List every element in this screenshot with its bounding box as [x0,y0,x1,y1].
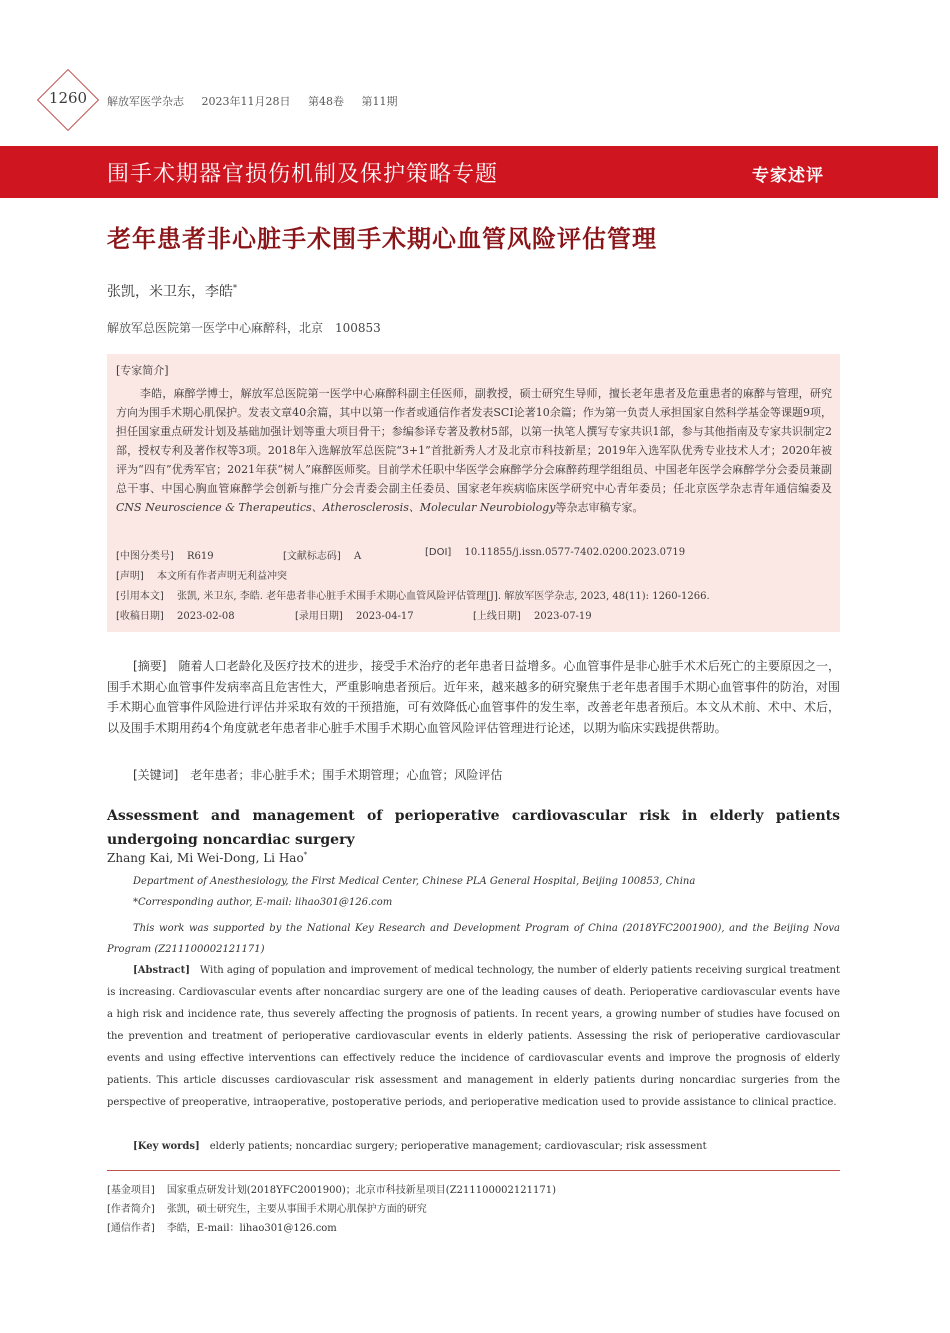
doc-code-row [283,547,361,562]
expert-bio [116,384,832,517]
english-authors [107,851,307,865]
corr-label: [通信作者] [107,1223,155,1234]
topic-title: 围手术期器官损伤机制及保护策略专题 [107,162,499,187]
english-keywords [133,1137,707,1152]
abstract-cn [107,656,840,738]
english-abstract [107,960,840,1114]
english-correspondence: *Corresponding author, E-mail: lihao301@126.com [133,897,393,908]
received-value: 2023-02-08 [177,611,235,622]
citation-value: 张凯, 米卫东, 李皓. 老年患者非心脏手术围手术期心血管风险评估管理[J]. 解放军医学杂志, 2023, 48(11): 1260-1266. [177,591,710,602]
article-title: 老年患者非心脏手术围手术期心血管风险评估管理 [107,225,657,253]
statement-label: [声明] [116,571,144,582]
authors-text: 张凯，米卫东，李皓 [107,284,233,300]
footnote-divider [107,1170,840,1171]
online-label: [上线日期] [473,611,521,622]
english-keywords-label: [Key words] [133,1141,200,1152]
clc-row [116,547,214,562]
doc-code-value: A [354,551,362,562]
doi-value: 10.11855/j.issn.0577-7402.0200.2023.0719 [464,547,686,558]
affiliation: 解放军总医院第一医学中心麻醉科，北京 100853 [107,321,381,335]
statement-value: 本文所有作者声明无利益冲突 [157,571,287,582]
english-affiliation: Department of Anesthesiology, the First Medical Center, Chinese PLA General Hospital, Beijing 100853, China [133,876,696,887]
english-authors-text: Zhang Kai, Mi Wei-Dong, Li Hao [107,851,304,865]
expert-journals: CNS Neuroscience & Therapeutics、Atherosclerosis、Molecular Neurobiology [116,501,556,514]
corr-value: 李皓，E-mail：lihao301@126.com [166,1223,337,1234]
author-list [107,281,237,301]
journal-issue: 第11期 [361,95,398,108]
expert-heading: [专家简介] [116,364,169,377]
statement-row [116,567,287,582]
english-funding: This work was supported by the National Key Research and Development Program of China (2018YFC2001900), and the Beijing Nova Program (Z211100002121171) [107,923,840,955]
expert-bio-text: 李皓，麻醉学博士，解放军总医院第一医学中心麻醉科副主任医师，副教授，硕士研究生导师，擅长老年患者及危重患者的麻醉与管理，研究方向为围手术期心肌保护。发表文章40余篇，其中以第一作者或通信作者发表SCI论著10余篇；作为第一负责人承担国家自然科学基金等课题9项，担任国家重点研发计划及基础加强计划等重大项目骨干；参编参译专著及教材5部，以第一执笔人撰写专家共识1部，参与其他指南及专家共识制定2部，授权专利及著作权等3项。2018年入选解放军总医院“3+1”首批新秀人才及北京市科技新星；2019年入选军队优秀专业技术人才；2020年被评为“四有”优秀军官；2021年获“树人”麻醉医师奖。目前学术任职中华医学会麻醉学分会麻醉药理学组组员、中国老年医学会麻醉学分会委员兼副总干事、中国心胸血管麻醉学会创新与推广分会青委会副主任委员、国家老年疾病临床医学研究中心青年委员；任北京医学杂志青年通信编委及 [116,387,832,495]
online-value: 2023-07-19 [534,611,592,622]
received-row [116,607,235,622]
english-keywords-text: elderly patients; noncardiac surgery; perioperative management; cardiovascular; risk assessment [209,1141,707,1152]
abstract-cn-text: 随着人口老龄化及医疗技术的进步，接受手术治疗的老年患者日益增多。心血管事件是非心脏手术术后死亡的主要原因之一，围手术期心血管事件发病率高且危害性大，严重影响患者预后。近年来，越来越多的研究聚焦于老年患者围手术期心血管事件的防治，对围手术期心血管事件风险进行评估并采取有效的干预措施，可有效降低心血管事件的发生率，改善老年患者预后。本文从术前、术中、术后，以及围手术期用药4个角度就老年患者非心脏手术围手术期心血管风险评估管理进行论述，以期为临床实践提供帮助。 [107,659,840,735]
keywords-cn [133,766,502,783]
journal-name: 解放军医学杂志 [107,95,184,108]
clc-label: [中图分类号] [116,551,174,562]
english-title: Assessment and management of perioperative cardiovascular risk in elderly patients undergoing noncardiac surgery [107,808,840,848]
fund-value: 国家重点研发计划(2018YFC2001900)；北京市科技新星项目(Z211100002121171) [166,1185,556,1196]
doc-code-label: [文献标志码] [283,551,341,562]
column-tag: 专家述评 [752,166,824,186]
footnote-corresponding [107,1219,337,1234]
author-value: 张凯，硕士研究生，主要从事围手术期心肌保护方面的研究 [166,1204,427,1215]
page-number: 1260 [48,89,88,107]
journal-header [107,93,412,109]
abstract-cn-label: [摘要] [133,659,167,673]
keywords-cn-text: 老年患者；非心脏手术；围手术期管理；心血管；风险评估 [190,768,503,782]
accepted-row [295,607,414,622]
online-row [473,607,592,622]
expert-bio-tail: 等杂志审稿专家。 [555,501,644,514]
received-label: [收稿日期] [116,611,164,622]
citation-row [116,587,836,602]
corresponding-mark: * [233,283,237,293]
footnote-author [107,1200,427,1215]
accepted-value: 2023-04-17 [356,611,414,622]
keywords-cn-label: [关键词] [133,768,179,782]
doi-label: [DOI] [425,547,452,558]
footnote-fund [107,1181,556,1196]
english-abstract-text: With aging of population and improvement of medical technology, the number of elderly patients receiving surgical treatment is increasing. Cardiovascular events after noncardiac surgery are one of the leading causes of death. Perioperative cardiovascular events have a high risk and incidence rate, thus severely affecting the prognosis of patients. In recent years, a growing number of studies have focused on the prevention and treatment of perioperative cardiovascular events in elderly patients. Assessing the risk of perioperative cardiovascular events and using effective interventions can effectively reduce the incidence of cardiovascular events and improve the prognosis of elderly patients. This article discusses cardiovascular risk assessment and management in elderly patients during noncardiac surgeries from the perspective of preoperative, intraoperative, postoperative periods, and perioperative medication used to provide assistance to clinical practice. [107,965,841,1108]
english-abstract-label: [Abstract] [133,965,190,976]
journal-volume: 第48卷 [308,95,344,108]
english-corresponding-mark: * [303,851,308,859]
author-label: [作者简介] [107,1204,155,1215]
doi-row [425,547,685,558]
clc-value: R619 [187,551,214,562]
fund-label: [基金项目] [107,1185,155,1196]
journal-date: 2023年11月28日 [201,95,291,108]
accepted-label: [录用日期] [295,611,343,622]
citation-label: [引用本文] [116,591,164,602]
